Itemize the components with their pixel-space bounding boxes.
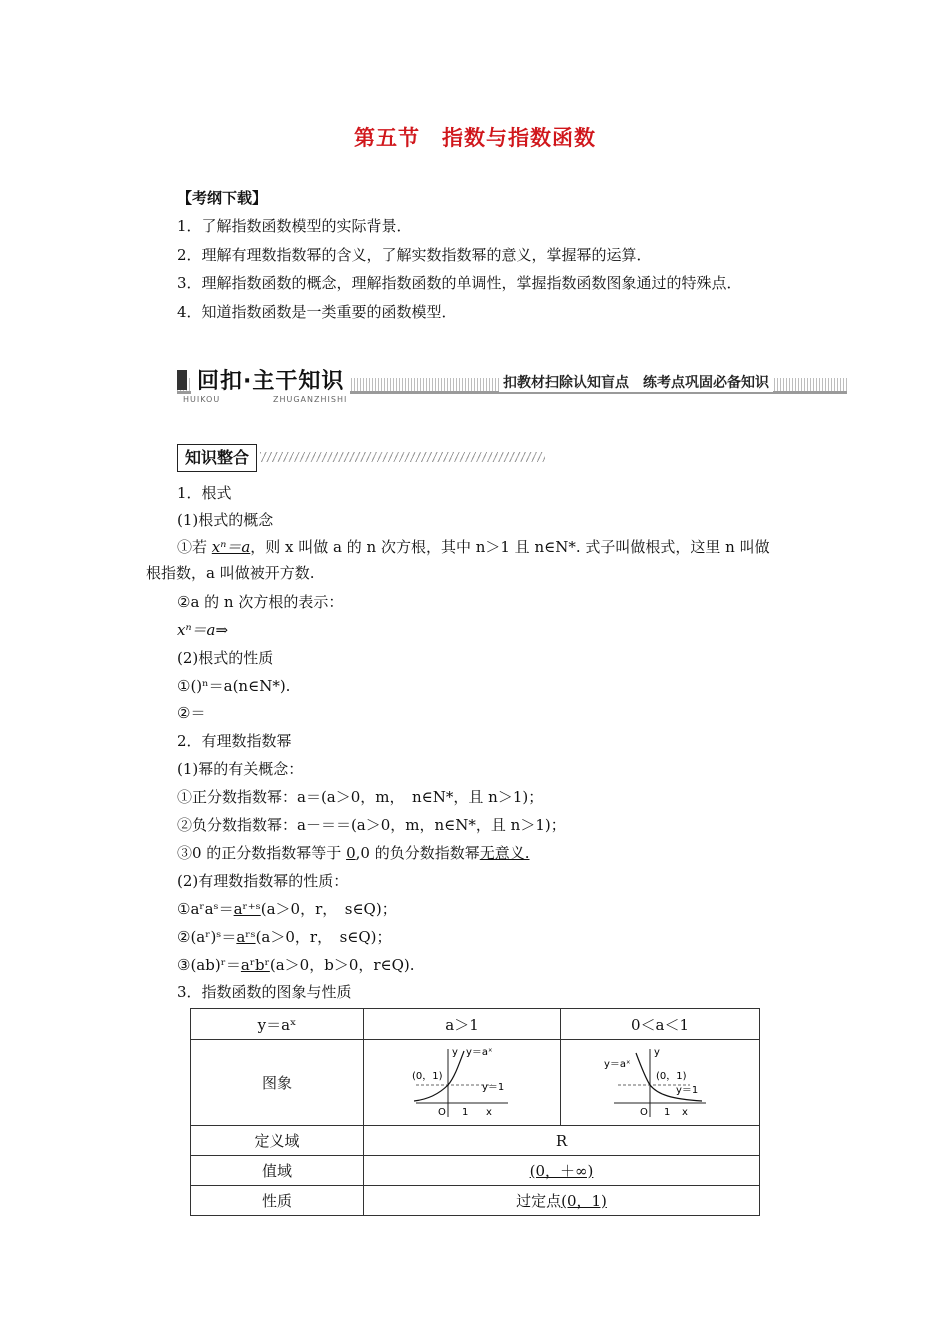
table-header-function: y＝aˣ [191,1009,364,1040]
section-3-heading: 3．指数函数的图象与性质 [177,983,352,1001]
underlined-answer: aʳˢ [236,928,256,946]
graph-y-label: y [452,1046,458,1058]
text-fragment: (a＞0，r， s∈Q)； [255,928,392,946]
graph-y-label: y [654,1046,660,1058]
underlined-answer: 无意义. [479,844,530,862]
syllabus-item-1: 1．了解指数函数模型的实际背景． [177,217,412,235]
section-2-1: (1)幂的有关概念： [177,760,304,778]
graph-one-label: 1 [462,1106,469,1118]
range-answer: (0，＋∞) [529,1162,594,1180]
table-label-property: 性质 [191,1186,364,1216]
graph-x-label: x [486,1106,492,1118]
graph-increasing [412,1045,512,1121]
text-fragment: ③0 的正分数指数幂等于 [177,844,347,862]
section-2-2: (2)有理数指数幂的性质： [177,872,349,890]
table-property-value [364,1186,760,1216]
banner-cap [177,370,187,390]
knowledge-hatch [260,452,545,462]
exponential-function-table [190,1008,760,1216]
banner-pinyin-1: HUIKOU [183,395,221,404]
graph-point-label: (0，1) [656,1070,687,1082]
table-range-value [364,1156,760,1186]
section-2-heading: 2．有理数指数幂 [177,732,292,750]
page-title: 第五节 指数与指数函数 [354,126,596,150]
syllabus-item-3: 3．理解指数函数的概念，理解指数函数的单调性，掌握指数函数图象通过的特殊点． [177,274,742,292]
underlined-equation: xⁿ＝a [211,538,251,556]
table-label-graph: 图象 [191,1040,364,1126]
graph-x-label: x [682,1106,688,1118]
section-1-1a [177,537,770,557]
text-fragment: ，则 x 叫做 a 的 n 次方根，其中 n＞1 且 n∈N*. 式子叫做根式，这里 n 叫做 [250,538,770,556]
graph-origin-label: O [640,1106,648,1118]
section-1-heading: 1．根式 [177,484,232,502]
table-header-a-gt-1: a＞1 [364,1009,561,1040]
section-1-2a: ①()ⁿ＝a(n∈N*). [177,677,291,695]
table-label-domain: 定义域 [191,1126,364,1156]
section-2-1b: ②负分数指数幂：a－＝＝(a＞0，m，n∈N*，且 n＞1)； [177,816,566,834]
section-2-1c [177,843,530,863]
graph-one-label: 1 [664,1106,671,1118]
syllabus-heading: 【考纲下载】 [177,189,268,207]
underlined-answer: aʳbʳ [240,956,270,974]
section-2-2b [177,927,392,947]
fixed-point-answer: (0，1) [561,1192,607,1210]
text-fragment: ①若 [177,538,212,556]
graph-line-label: y＝1 [676,1084,699,1096]
text-fragment: ,0 的负分数指数幂 [355,844,480,862]
graph-curve-label: y＝aˣ [604,1058,631,1070]
section-2-2a [177,899,397,919]
text-fragment: (a＞0，r， s∈Q)； [260,900,397,918]
section-1-1b: ②a 的 n 次方根的表示： [177,593,344,611]
graph-cell-decreasing [561,1040,760,1126]
text-fragment: 过定点 [516,1192,562,1210]
graph-line-label: y＝1 [482,1081,505,1093]
syllabus-item-2: 2．理解有理数指数幂的含义，了解实数指数幂的意义，掌握幂的运算． [177,246,652,264]
section-2-1a: ①正分数指数幂：a＝(a＞0，m， n∈N*，且 n＞1)； [177,788,544,806]
syllabus-item-4: 4．知道指数函数是一类重要的函数模型． [177,303,457,321]
section-2-2c [177,955,415,975]
table-label-range: 值域 [191,1156,364,1186]
table-header-a-lt-1: 0＜a＜1 [561,1009,760,1040]
graph-curve-label: y＝aˣ [466,1046,493,1058]
graph-point-label: (0，1) [412,1070,443,1082]
section-1-1: (1)根式的概念 [177,511,274,529]
section-1-1a-cont: 根指数，a 叫做被开方数. [146,564,315,582]
graph-origin-label: O [438,1106,446,1118]
underlined-answer: 0 [346,844,356,862]
section-1-2: (2)根式的性质 [177,649,274,667]
table-domain-value: R [364,1126,760,1156]
text-fragment: ②(aʳ)ˢ＝ [177,928,237,946]
text-fragment: ①aʳaˢ＝ [177,900,234,918]
graph-cell-increasing [364,1040,561,1126]
banner-pinyin-2: ZHUGANZHISHI [273,395,348,404]
section-1-1c: xⁿ＝a⇒ [177,621,229,639]
section-banner [177,364,847,408]
section-1-2b: ②＝ [177,704,206,722]
text-fragment: (a＞0，b＞0，r∈Q). [269,956,415,974]
text-fragment: ③(ab)ʳ＝ [177,956,241,974]
underlined-answer: aʳ⁺ˢ [233,900,261,918]
banner-title: 回扣·主干知识 [191,364,350,395]
banner-tagline: 扣教材扫除认知盲点 练考点巩固必备知识 [499,372,773,392]
graph-decreasing [604,1045,710,1121]
knowledge-label: 知识整合 [177,444,257,472]
